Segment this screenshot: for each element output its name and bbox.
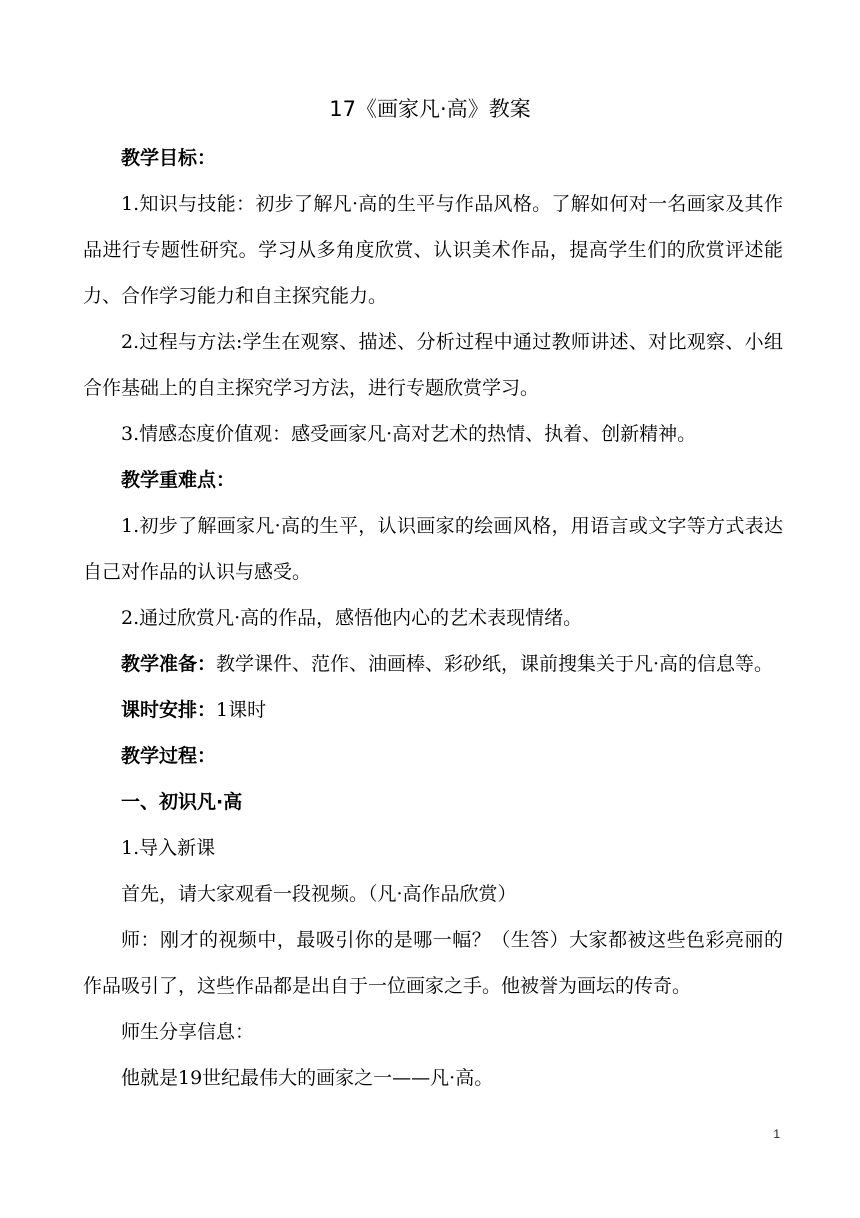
paragraph-goal-2: 2.过程与方法:学生在观察、描述、分析过程中通过教师讲述、对比观察、小组合作基础上的自主探究学习方法，进行专题欣赏学习。 [83, 331, 783, 399]
heading-section-one: 一、初识凡·高 [121, 791, 243, 813]
paragraph-schedule [83, 687, 783, 733]
label-schedule: 课时安排： [121, 699, 217, 721]
paragraph-intro-lesson: 1.导入新课 [121, 837, 216, 859]
paragraph-teacher-question: 师：刚才的视频中，最吸引你的是哪一幅？（生答）大家都被这些色彩亮丽的作品吸引了，这些作品都是出自于一位画家之手。他被誉为画坛的传奇。 [83, 929, 783, 997]
page-number: 1 [773, 1127, 780, 1141]
paragraph-van-gogh: 他就是19世纪最伟大的画家之一——凡·高。 [121, 1067, 494, 1089]
paragraph-video: 首先，请大家观看一段视频。（凡·高作品欣赏） [121, 883, 517, 905]
label-preparation: 教学准备： [121, 653, 217, 675]
paragraph-key-point-2: 2.通过欣赏凡·高的作品，感悟他内心的艺术表现情绪。 [121, 607, 583, 629]
paragraph-goal-3: 3.情感态度价值观：感受画家凡·高对艺术的热情、执着、创新精神。 [121, 423, 697, 445]
heading-key-points: 教学重难点： [121, 469, 236, 491]
document-title: 17《画家凡·高》教案 [329, 97, 531, 121]
paragraph-share-info: 师生分享信息： [121, 1021, 255, 1043]
text-preparation: 教学课件、范作、油画棒、彩砂纸，课前搜集关于凡·高的信息等。 [216, 653, 774, 675]
document-body [83, 135, 783, 1101]
heading-teaching-goals: 教学目标： [121, 147, 217, 169]
paragraph-key-point-1: 1.初步了解画家凡·高的生平，认识画家的绘画风格，用语言或文字等方式表达自己对作品的认识与感受。 [83, 515, 783, 583]
heading-teaching-process: 教学过程： [121, 745, 217, 767]
paragraph-goal-1: 1.知识与技能：初步了解凡·高的生平与作品风格。了解如何对一名画家及其作品进行专题性研究。学习从多角度欣赏、认识美术作品，提高学生们的欣赏评述能力、合作学习能力和自主探究能力。 [83, 193, 783, 307]
text-schedule: 1课时 [216, 699, 267, 721]
paragraph-preparation [83, 641, 783, 687]
